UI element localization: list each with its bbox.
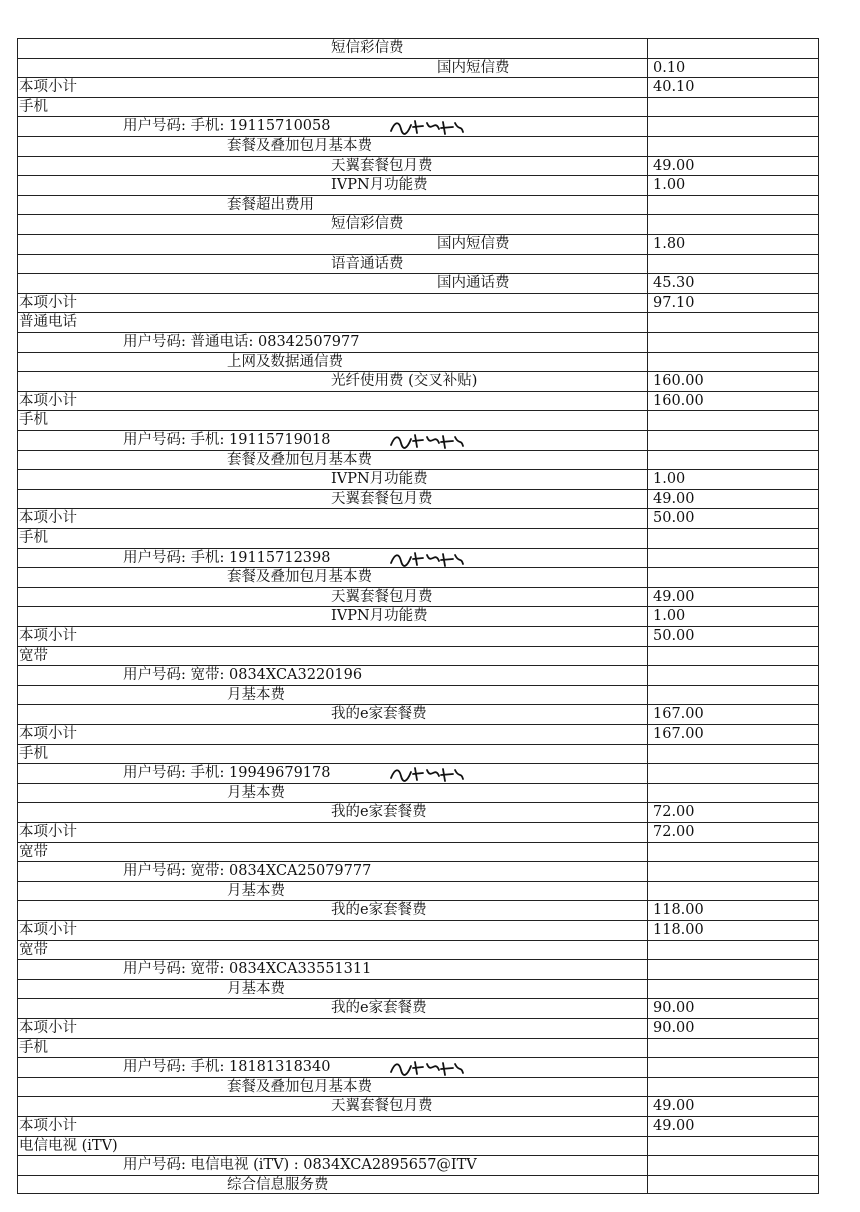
fee-item-label: IVPN月功能费 bbox=[331, 608, 428, 625]
category-label: 宽带 bbox=[19, 941, 48, 958]
handwritten-note bbox=[387, 764, 467, 783]
table-row bbox=[17, 1018, 819, 1038]
table-row bbox=[17, 959, 819, 979]
fee-item-label: 语音通话费 bbox=[331, 255, 404, 272]
user-number-label: 用户号码: 手机: 19115719018 bbox=[123, 432, 331, 448]
table-row bbox=[17, 391, 819, 411]
fee-item-label: 短信彩信费 bbox=[331, 216, 404, 233]
table-row bbox=[17, 587, 819, 607]
handwritten-note bbox=[387, 431, 467, 450]
fee-item-label: 综合信息服务费 bbox=[227, 1176, 329, 1193]
handwritten-note bbox=[387, 549, 467, 568]
category-label: 本项小计 bbox=[19, 1118, 77, 1134]
amount-cell: 90.00 bbox=[653, 1020, 695, 1036]
amount-cell: 90.00 bbox=[653, 1000, 695, 1017]
table-row bbox=[17, 665, 819, 685]
table-row bbox=[17, 175, 819, 195]
amount-cell: 160.00 bbox=[653, 373, 704, 390]
table-row bbox=[17, 646, 819, 666]
table-row bbox=[17, 998, 819, 1018]
fee-item-label: 国内通话费 bbox=[437, 275, 510, 292]
amount-cell: 49.00 bbox=[653, 588, 695, 605]
table-row bbox=[17, 548, 819, 568]
table-row bbox=[17, 567, 819, 587]
table-row bbox=[17, 469, 819, 489]
table-row bbox=[17, 293, 819, 313]
table-row bbox=[17, 724, 819, 744]
table-row bbox=[17, 940, 819, 960]
table-row bbox=[17, 1057, 819, 1077]
category-label: 手机 bbox=[19, 530, 48, 546]
fee-item-label: 短信彩信费 bbox=[331, 40, 404, 56]
table-row bbox=[17, 489, 819, 509]
fee-item-label: 套餐及叠加包月基本费 bbox=[227, 569, 372, 586]
table-row bbox=[17, 1175, 819, 1195]
table-row bbox=[17, 58, 819, 78]
table-row bbox=[17, 528, 819, 548]
table-row bbox=[17, 1116, 819, 1136]
table-row bbox=[17, 704, 819, 724]
category-label: 手机 bbox=[19, 412, 48, 429]
fee-item-label: IVPN月功能费 bbox=[331, 177, 428, 194]
table-row bbox=[17, 156, 819, 176]
amount-cell: 50.00 bbox=[653, 628, 695, 644]
category-label: 本项小计 bbox=[19, 392, 77, 409]
table-row bbox=[17, 744, 819, 764]
user-number-label: 用户号码: 手机: 19949679178 bbox=[123, 765, 331, 782]
category-label: 本项小计 bbox=[19, 824, 77, 840]
category-label: 电信电视 (iTV) bbox=[19, 1137, 118, 1154]
amount-cell: 1.00 bbox=[653, 177, 686, 194]
amount-cell: 160.00 bbox=[653, 392, 704, 409]
table-row bbox=[17, 273, 819, 293]
table-row bbox=[17, 450, 819, 470]
user-number-label: 用户号码: 电信电视 (iTV) : 0834XCA2895657@ITV bbox=[123, 1157, 477, 1174]
amount-cell: 72.00 bbox=[653, 824, 695, 840]
fee-item-label: 我的e家套餐费 bbox=[331, 902, 427, 919]
table-row bbox=[17, 920, 819, 940]
user-number-label: 用户号码: 手机: 19115710058 bbox=[123, 118, 331, 135]
table-row bbox=[17, 77, 819, 97]
billing-detail-table bbox=[17, 38, 819, 1194]
amount-cell: 45.30 bbox=[653, 275, 695, 292]
fee-item-label: 光纤使用费 (交叉补贴) bbox=[331, 373, 478, 390]
table-row bbox=[17, 371, 819, 391]
table-row bbox=[17, 881, 819, 901]
table-row bbox=[17, 116, 819, 136]
fee-item-label: 月基本费 bbox=[227, 784, 285, 801]
user-number-label: 用户号码: 手机: 18181318340 bbox=[123, 1059, 331, 1076]
fee-item-label: 月基本费 bbox=[227, 882, 285, 899]
amount-cell: 49.00 bbox=[653, 157, 695, 174]
table-row bbox=[17, 332, 819, 352]
table-row bbox=[17, 214, 819, 234]
fee-item-label: 套餐及叠加包月基本费 bbox=[227, 1078, 372, 1095]
amount-cell: 97.10 bbox=[653, 294, 695, 311]
table-row bbox=[17, 234, 819, 254]
table-row bbox=[17, 861, 819, 881]
handwritten-note bbox=[387, 117, 467, 136]
fee-item-label: 套餐及叠加包月基本费 bbox=[227, 451, 372, 468]
fee-item-label: 月基本费 bbox=[227, 686, 285, 703]
user-number-label: 用户号码: 普通电话: 08342507977 bbox=[123, 334, 360, 350]
table-row bbox=[17, 685, 819, 705]
category-label: 本项小计 bbox=[19, 79, 77, 96]
table-row bbox=[17, 802, 819, 822]
table-row bbox=[17, 312, 819, 332]
amount-cell: 118.00 bbox=[653, 922, 704, 938]
category-label: 本项小计 bbox=[19, 294, 77, 311]
category-label: 手机 bbox=[19, 745, 48, 762]
table-row bbox=[17, 979, 819, 999]
table-row bbox=[17, 38, 819, 58]
table-row bbox=[17, 763, 819, 783]
table-row bbox=[17, 1155, 819, 1175]
fee-item-label: 国内短信费 bbox=[437, 59, 510, 76]
fee-item-label: 上网及数据通信费 bbox=[227, 353, 343, 370]
user-number-label: 用户号码: 手机: 19115712398 bbox=[123, 549, 331, 566]
user-number-label: 用户号码: 宽带: 0834XCA33551311 bbox=[123, 961, 372, 978]
amount-cell: 49.00 bbox=[653, 1118, 695, 1134]
category-label: 本项小计 bbox=[19, 510, 77, 527]
fee-item-label: IVPN月功能费 bbox=[331, 471, 428, 488]
fee-item-label: 国内短信费 bbox=[437, 236, 510, 252]
category-label: 本项小计 bbox=[19, 1020, 77, 1036]
category-label: 手机 bbox=[19, 1039, 48, 1056]
table-row bbox=[17, 1038, 819, 1058]
category-label: 本项小计 bbox=[19, 922, 77, 938]
table-row bbox=[17, 626, 819, 646]
user-number-label: 用户号码: 宽带: 0834XCA3220196 bbox=[123, 667, 363, 684]
amount-cell: 167.00 bbox=[653, 706, 704, 723]
amount-cell: 50.00 bbox=[653, 510, 695, 527]
fee-item-label: 天翼套餐包月费 bbox=[331, 1098, 433, 1115]
amount-cell: 40.10 bbox=[653, 79, 695, 96]
amount-cell: 118.00 bbox=[653, 902, 704, 919]
category-label: 宽带 bbox=[19, 843, 48, 860]
amount-cell: 49.00 bbox=[653, 490, 695, 507]
table-row bbox=[17, 606, 819, 626]
fee-item-label: 天翼套餐包月费 bbox=[331, 157, 433, 174]
amount-cell: 0.10 bbox=[653, 59, 686, 76]
fee-item-label: 天翼套餐包月费 bbox=[331, 490, 433, 507]
amount-cell: 49.00 bbox=[653, 1098, 695, 1115]
amount-cell: 167.00 bbox=[653, 726, 704, 742]
table-row bbox=[17, 136, 819, 156]
table-row bbox=[17, 842, 819, 862]
fee-item-label: 我的e家套餐费 bbox=[331, 1000, 427, 1017]
category-label: 宽带 bbox=[19, 647, 48, 664]
table-row bbox=[17, 822, 819, 842]
table-row bbox=[17, 900, 819, 920]
table-row bbox=[17, 1077, 819, 1097]
amount-cell: 1.80 bbox=[653, 236, 686, 252]
amount-cell: 1.00 bbox=[653, 608, 686, 625]
table-row bbox=[17, 352, 819, 372]
user-number-label: 用户号码: 宽带: 0834XCA25079777 bbox=[123, 863, 372, 880]
handwritten-note bbox=[387, 1058, 467, 1077]
category-label: 本项小计 bbox=[19, 726, 77, 742]
table-row bbox=[17, 1096, 819, 1116]
table-row bbox=[17, 508, 819, 528]
category-label: 普通电话 bbox=[19, 314, 77, 331]
category-label: 本项小计 bbox=[19, 628, 77, 644]
table-row bbox=[17, 97, 819, 117]
table-row bbox=[17, 254, 819, 274]
fee-item-label: 我的e家套餐费 bbox=[331, 706, 427, 723]
fee-item-label: 套餐超出费用 bbox=[227, 196, 314, 213]
table-row bbox=[17, 1136, 819, 1156]
fee-item-label: 我的e家套餐费 bbox=[331, 804, 427, 821]
amount-cell: 72.00 bbox=[653, 804, 695, 821]
amount-cell: 1.00 bbox=[653, 471, 686, 488]
fee-item-label: 月基本费 bbox=[227, 980, 285, 997]
table-row bbox=[17, 430, 819, 450]
table-row bbox=[17, 195, 819, 215]
table-row bbox=[17, 783, 819, 803]
category-label: 手机 bbox=[19, 98, 48, 115]
table-row bbox=[17, 410, 819, 430]
fee-item-label: 天翼套餐包月费 bbox=[331, 588, 433, 605]
fee-item-label: 套餐及叠加包月基本费 bbox=[227, 138, 372, 154]
